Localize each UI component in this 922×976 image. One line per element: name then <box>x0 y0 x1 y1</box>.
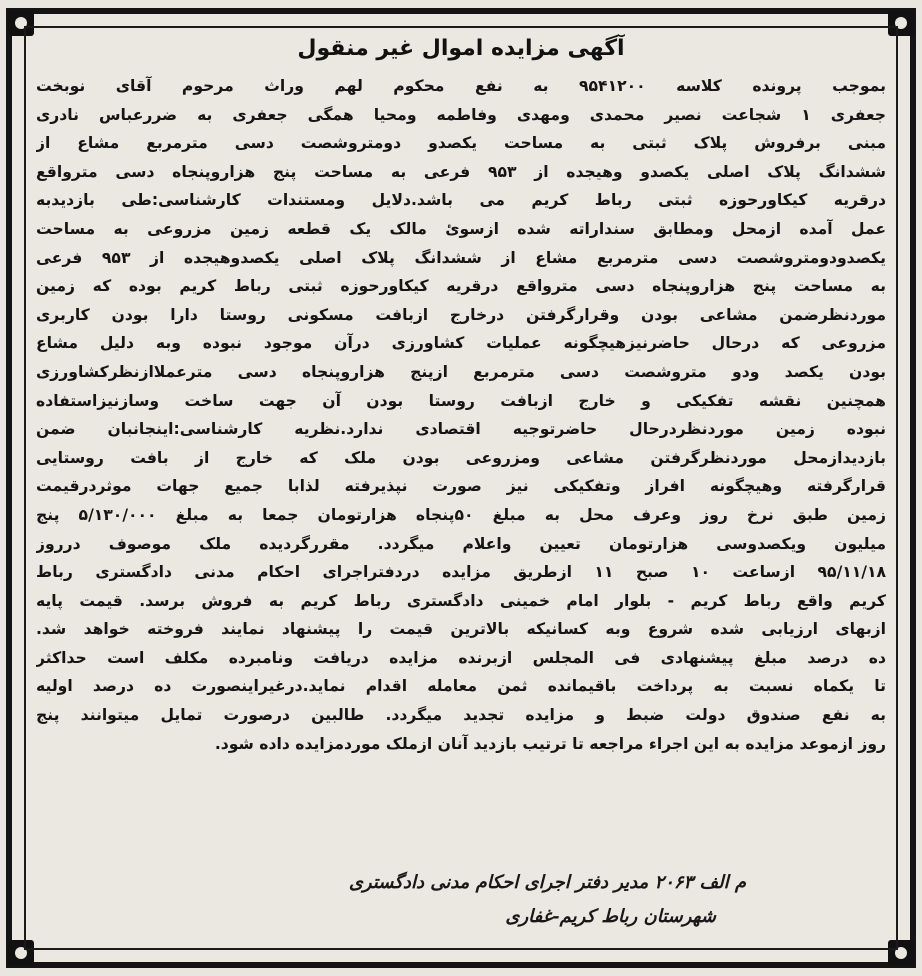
notice-line: ازبهای ارزیابی شده شروع وبه کسانیکه بالاترین قیمت را پیشنهاد نمایند فروخته خواهد شد. <box>36 620 886 639</box>
notice-body <box>36 72 886 758</box>
notice-line: ده درصد مبلغ پیشنهادی فی المجلس ازبرنده مزایده دریافت ونامبرده مکلف است حداکثر <box>36 648 886 667</box>
notice-line: عمل آمده ازمحل ومطابق سنداراته شده ازسویٔ مالک یک قطعه زمین مزروعی به مساحت <box>36 219 886 238</box>
notice-line: موردنظرضمن مشاعی بودن وقرارگرفتن درخارج ازبافت مسکونی روستا دارا بودن کاربری <box>36 305 886 324</box>
notice-line: به نفع صندوق دولت ضبط و مزایده تجدید میگردد. طالبین درصورت تمایل میتوانند پنج <box>36 706 886 725</box>
footer-signature-line-1: م الف ۲۰۶۳ مدیر دفتر اجرای احکام مدنی دادگستری <box>348 872 746 893</box>
notice-line: مبنی برفروش پلاک ثبتی به مساحت یکصدو دومتروشصت دسی مترمربع مشاع از <box>36 134 886 153</box>
notice-line: همچنین نقشه تفکیکی و خارج ازبافت روستا بودن آن جهت ساخت وسازنیزاستفاده <box>36 391 886 410</box>
footer-signature-line-2: شهرستان رباط کریم-غفاری <box>505 906 716 927</box>
notice-line: مزروعی که درحال حاضرنیزهیچگونه عملیات کشاورزی درآن موجود نبوده وبه دلیل مشاع <box>36 334 886 353</box>
notice-line: درقریه کیکاورحوزه ثبتی رباط کریم می باشد.دلایل ومستندات کارشناسی:طی بازدیدبه <box>36 191 886 210</box>
notice-line: یکصدودومتروشصت دسی مترمربع مشاع از ششدانگ پلاک اصلی یکصدوهیجده از ۹۵۳ فرعی <box>36 248 886 267</box>
notice-line: بازدیدازمحل موردنظرگرفتن مشاعی ومزروعی بودن ملک که خارج از بافت روستایی <box>36 448 886 467</box>
notice-line: جعفری ۱ شجاعت نصیر محمدی ومهدی وفاطمه ومحیا همگی جعفری به ضررعباس نادری <box>36 105 886 124</box>
notice-line: نبوده زمین موردنظردرحال حاضرتوجیه اقتصادی ندارد.نظریه کارشناسی:اینجانبان ضمن <box>36 420 886 439</box>
notice-line: کریم واقع رباط کریم - بلوار امام خمینی دادگستری رباط کریم به فروش برسد. قیمت پایه <box>36 591 886 610</box>
notice-line: قرارگرفته وهیچگونه افراز وتفکیکی نیز صورت نپذیرفته لذابا جمیع جهات موثردرقیمت <box>36 477 886 496</box>
notice-line: ۹۵/۱۱/۱۸ ازساعت ۱۰ صبح ۱۱ ازطریق مزایده دردفتراجرای احکام مدنی دادگستری رباط <box>36 563 886 582</box>
notice-line: روز ازموعد مزایده به این اجراء مراجعه تا ترتیب بازدید آنان ازملک موردمزایده داده شود. <box>214 734 886 753</box>
notice-line: میلیون ویکصدوسی هزارتومان تعیین واعلام میگردد. مقررگردیده ملک موصوف درروز <box>36 534 886 553</box>
notice-line: ششدانگ پلاک اصلی یکصدو وهیجده از ۹۵۳ فرعی به مساحت پنج هزاروپنجاه دسی مترواقع <box>36 162 886 181</box>
notice-line: به مساحت پنج هزاروپنجاه دسی مترواقع درقریه کیکاورحوزه ثبتی رباط کریم بوده که زمین <box>36 277 886 296</box>
notice-title: آگهی مزایده اموال غیر منقول <box>297 36 625 61</box>
notice-line: بودن یکصد ودو متروشصت دسی مترمربع ازپنج هزاروپنجاه دسی مترعملاازنظرکشاورزی <box>36 362 886 381</box>
notice-line: بموجب پرونده کلاسه ۹۵۴۱۲۰۰ به نفع محکوم لهم وراث مرحوم آقای نوبخت <box>36 77 886 95</box>
notice-line: زمین طبق نرخ روز وعرف محل به مبلغ ۵۰پنجاه هزارتومان جمعا به مبلغ ۵/۱۳۰/۰۰۰ پنج <box>36 505 886 524</box>
notice-line: تا یکماه نسبت به پرداخت باقیمانده ثمن معامله اقدام نماید.درغیراینصورت ده درصد اولیه <box>36 677 886 696</box>
